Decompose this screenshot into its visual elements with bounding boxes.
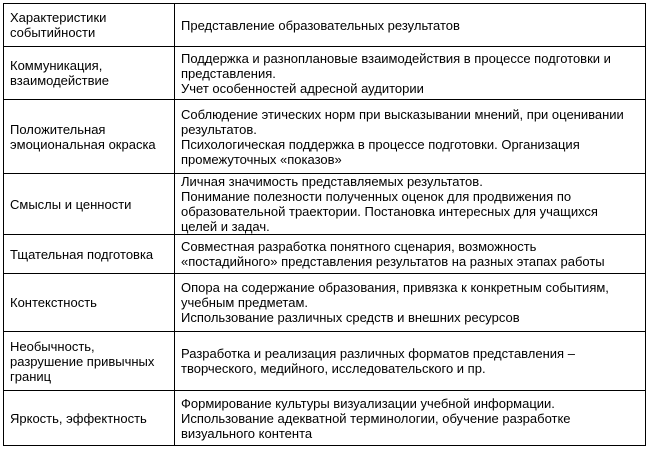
characteristic-cell bbox=[4, 235, 175, 274]
table-header-row bbox=[4, 4, 646, 47]
cell-line: Тщательная подготовка bbox=[10, 246, 154, 262]
cell-line: Психологическая поддержка в процессе подготовки. Организация bbox=[181, 136, 580, 152]
cell-line: Использование адекватной терминологии, обучение разработке bbox=[181, 410, 571, 426]
cell-line: Яркость, эффектность bbox=[10, 410, 147, 426]
characteristic-cell bbox=[4, 391, 175, 446]
cell-line: Формирование культуры визуализации учебной информации. bbox=[181, 395, 555, 411]
characteristic-cell bbox=[4, 274, 175, 332]
table-row bbox=[4, 235, 646, 274]
table-row bbox=[4, 100, 646, 174]
cell-line: Использование различных средств и внешних ресурсов bbox=[181, 310, 520, 325]
cell-line: целей и задач. bbox=[181, 219, 270, 234]
cell-line: Необычность, bbox=[10, 338, 95, 354]
description-cell bbox=[175, 391, 646, 446]
description-cell bbox=[175, 274, 646, 332]
cell-line: учебным предметам. bbox=[181, 295, 308, 310]
header-cell-characteristics bbox=[4, 4, 175, 47]
cell-line: эмоциональная окраска bbox=[10, 136, 156, 152]
cell-line: Смыслы и ценности bbox=[10, 196, 132, 212]
cell-line: визуального контента bbox=[181, 425, 313, 441]
description-cell bbox=[175, 235, 646, 274]
characteristic-cell bbox=[4, 332, 175, 391]
table-row bbox=[4, 391, 646, 446]
characteristic-cell bbox=[4, 47, 175, 100]
cell-line: Положительная bbox=[10, 121, 106, 137]
cell-line: Поддержка и разноплановые взаимодействия в процессе подготовки и bbox=[181, 50, 611, 66]
cell-line: промежуточных «показов» bbox=[181, 151, 342, 167]
description-cell bbox=[175, 332, 646, 391]
cell-line: Контекстность bbox=[10, 295, 97, 310]
cell-line: Понимание полезности полученных оценок для продвижения по bbox=[181, 189, 572, 204]
header-cell-results bbox=[175, 4, 646, 47]
description-cell bbox=[175, 100, 646, 174]
cell-line: образовательной траектории. Постановка интересных для учащихся bbox=[181, 204, 598, 219]
cell-line: Личная значимость представляемых результатов. bbox=[181, 174, 483, 189]
cell-line: границ bbox=[10, 368, 52, 384]
cell-line: Характеристики bbox=[10, 10, 107, 25]
cell-line: Коммуникация, bbox=[10, 58, 103, 73]
cell-line: Соблюдение этических норм при высказывании мнений, при оценивании bbox=[181, 106, 624, 122]
cell-line: взаимодействие bbox=[10, 73, 110, 88]
characteristic-cell bbox=[4, 100, 175, 174]
table-row bbox=[4, 47, 646, 100]
cell-line: творческого, медийного, исследовательского и пр. bbox=[181, 361, 486, 376]
characteristic-cell bbox=[4, 174, 175, 235]
cell-line: разрушение привычных bbox=[10, 353, 155, 369]
table-row bbox=[4, 274, 646, 332]
cell-line: событийности bbox=[10, 25, 96, 40]
description-cell bbox=[175, 47, 646, 100]
cell-line: «постадийного» представления результатов на разных этапах работы bbox=[181, 254, 605, 269]
description-cell bbox=[175, 174, 646, 235]
cell-line: результатов. bbox=[181, 121, 257, 137]
cell-line: представления. bbox=[181, 65, 276, 81]
cell-line: Представление образовательных результатов bbox=[181, 17, 460, 33]
characteristics-table bbox=[3, 3, 646, 446]
table-row bbox=[4, 174, 646, 235]
table-row bbox=[4, 332, 646, 391]
cell-line: Разработка и реализация различных форматов представления – bbox=[181, 346, 575, 361]
cell-line: Совместная разработка понятного сценария, возможность bbox=[181, 239, 537, 254]
cell-line: Опора на содержание образования, привязка к конкретным событиям, bbox=[181, 280, 609, 295]
cell-line: Учет особенностей адресной аудитории bbox=[181, 80, 424, 96]
